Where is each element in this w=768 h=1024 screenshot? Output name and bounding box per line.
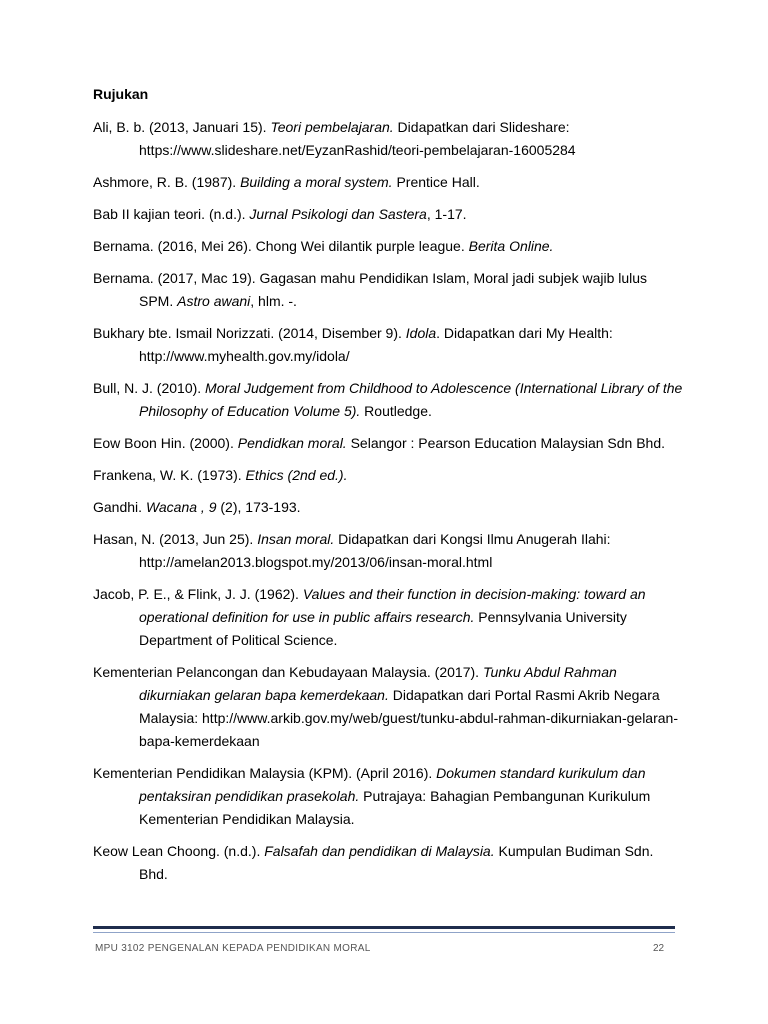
reference-entry bbox=[93, 377, 683, 423]
ref-text: Bab II kajian teori. (n.d.). bbox=[93, 206, 250, 222]
reference-entry bbox=[93, 203, 683, 226]
ref-title: Insan moral. bbox=[257, 531, 335, 547]
reference-entry bbox=[93, 762, 683, 831]
ref-title: Building a moral system. bbox=[240, 174, 393, 190]
reference-entry bbox=[93, 432, 683, 455]
ref-text: (2), 173-193. bbox=[216, 499, 301, 515]
ref-text: Kementerian Pelancongan dan Kebudayaan Malaysia. (2017). bbox=[93, 664, 483, 680]
ref-text: , hlm. -. bbox=[250, 293, 297, 309]
reference-entry bbox=[93, 464, 683, 487]
ref-title: Jurnal Psikologi dan Sastera bbox=[249, 206, 427, 222]
ref-text: , 1-17. bbox=[426, 206, 467, 222]
footer-course-title: MPU 3102 PENGENALAN KEPADA PENDIDIKAN MORAL bbox=[95, 943, 371, 954]
ref-text: Selangor : Pearson Education Malaysian Sdn Bhd. bbox=[346, 435, 666, 451]
page-number: 22 bbox=[653, 943, 665, 954]
ref-text: Bukhary bte. Ismail Norizzati. (2014, Disember 9). bbox=[93, 325, 406, 341]
ref-text: Kementerian Pendidikan Malaysia (KPM). (April 2016). bbox=[93, 765, 437, 781]
reference-entry bbox=[93, 496, 683, 519]
ref-text: Hasan, N. (2013, Jun 25). bbox=[93, 531, 258, 547]
ref-text: Bull, N. J. (2010). bbox=[93, 380, 206, 396]
ref-title: Dokumen standard kurikulum dan pentaksiran pendidikan prasekolah. bbox=[139, 765, 646, 804]
ref-text: Bernama. (2016, Mei 26). Chong Wei dilantik purple league. bbox=[93, 238, 469, 254]
ref-text: Eow Boon Hin. (2000). bbox=[93, 435, 238, 451]
ref-title: Ethics (2nd ed.). bbox=[245, 467, 348, 483]
reference-entry bbox=[93, 171, 683, 194]
reference-entry bbox=[93, 583, 683, 652]
ref-text: Frankena, W. K. (1973). bbox=[93, 467, 246, 483]
ref-title: Pendidkan moral. bbox=[237, 435, 347, 451]
ref-text: Kumpulan Budiman Sdn. Bhd. bbox=[139, 843, 654, 882]
ref-title: Teori pembelajaran. bbox=[270, 119, 394, 135]
ref-text: Ashmore, R. B. (1987). bbox=[93, 174, 241, 190]
ref-title: Moral Judgement from Childhood to Adolescence (International Library of the Philosophy of Education Volume 5). bbox=[139, 380, 683, 419]
ref-title: Values and their function in decision-making: toward an operational definition for use in public affairs research. bbox=[139, 586, 646, 625]
ref-title: Falsafah dan pendidikan di Malaysia. bbox=[264, 843, 495, 859]
reference-entry bbox=[93, 528, 683, 574]
ref-title: Tunku Abdul Rahman dikurniakan gelaran bapa kemerdekaan. bbox=[139, 664, 617, 703]
reference-entry bbox=[93, 116, 683, 162]
reference-entry bbox=[93, 267, 683, 313]
reference-entry bbox=[93, 235, 683, 258]
ref-text: Putrajaya: Bahagian Pembangunan Kurikulum Kementerian Pendidikan Malaysia. bbox=[139, 788, 651, 827]
ref-text: Ali, B. b. (2013, Januari 15). bbox=[93, 119, 271, 135]
ref-text: Routledge. bbox=[360, 403, 432, 419]
ref-text: Keow Lean Choong. (n.d.). bbox=[93, 843, 265, 859]
ref-text: Jacob, P. E., & Flink, J. J. (1962). bbox=[93, 586, 303, 602]
footer-divider-thin bbox=[93, 932, 675, 933]
ref-title: Wacana , 9 bbox=[145, 499, 217, 515]
reference-entry bbox=[93, 840, 683, 886]
ref-title: Idola bbox=[405, 325, 437, 341]
ref-text: . Didapatkan dari My Health: http://www.myhealth.gov.my/idola/ bbox=[139, 325, 613, 364]
ref-title: Astro awani bbox=[177, 293, 251, 309]
ref-text: Didapatkan dari Kongsi Ilmu Anugerah Ilahi: http://amelan2013.blogspot.my/2013/06/insan-moral.html bbox=[139, 531, 611, 570]
ref-text: Pennsylvania University Department of Political Science. bbox=[139, 609, 627, 648]
reference-list bbox=[93, 116, 683, 895]
ref-text: Didapatkan dari Slideshare: https://www.slideshare.net/EyzanRashid/teori-pembelajaran-16005284 bbox=[139, 119, 576, 158]
ref-text: Didapatkan dari Portal Rasmi Akrib Negara Malaysia: http://www.arkib.gov.my/web/guest/tunku-abdul-rahman-dikurniakan-gelaran-bapa-kemerdekaan bbox=[139, 687, 678, 749]
ref-text: Gandhi. bbox=[93, 499, 146, 515]
page-title: Rujukan bbox=[93, 86, 149, 102]
ref-title: Berita Online. bbox=[468, 238, 554, 254]
ref-text: Prentice Hall. bbox=[392, 174, 480, 190]
ref-text: Bernama. (2017, Mac 19). Gagasan mahu Pendidikan Islam, Moral jadi subjek wajib lulus SPM. bbox=[93, 270, 648, 309]
reference-entry bbox=[93, 322, 683, 368]
reference-entry bbox=[93, 661, 683, 753]
footer-divider bbox=[93, 926, 675, 929]
